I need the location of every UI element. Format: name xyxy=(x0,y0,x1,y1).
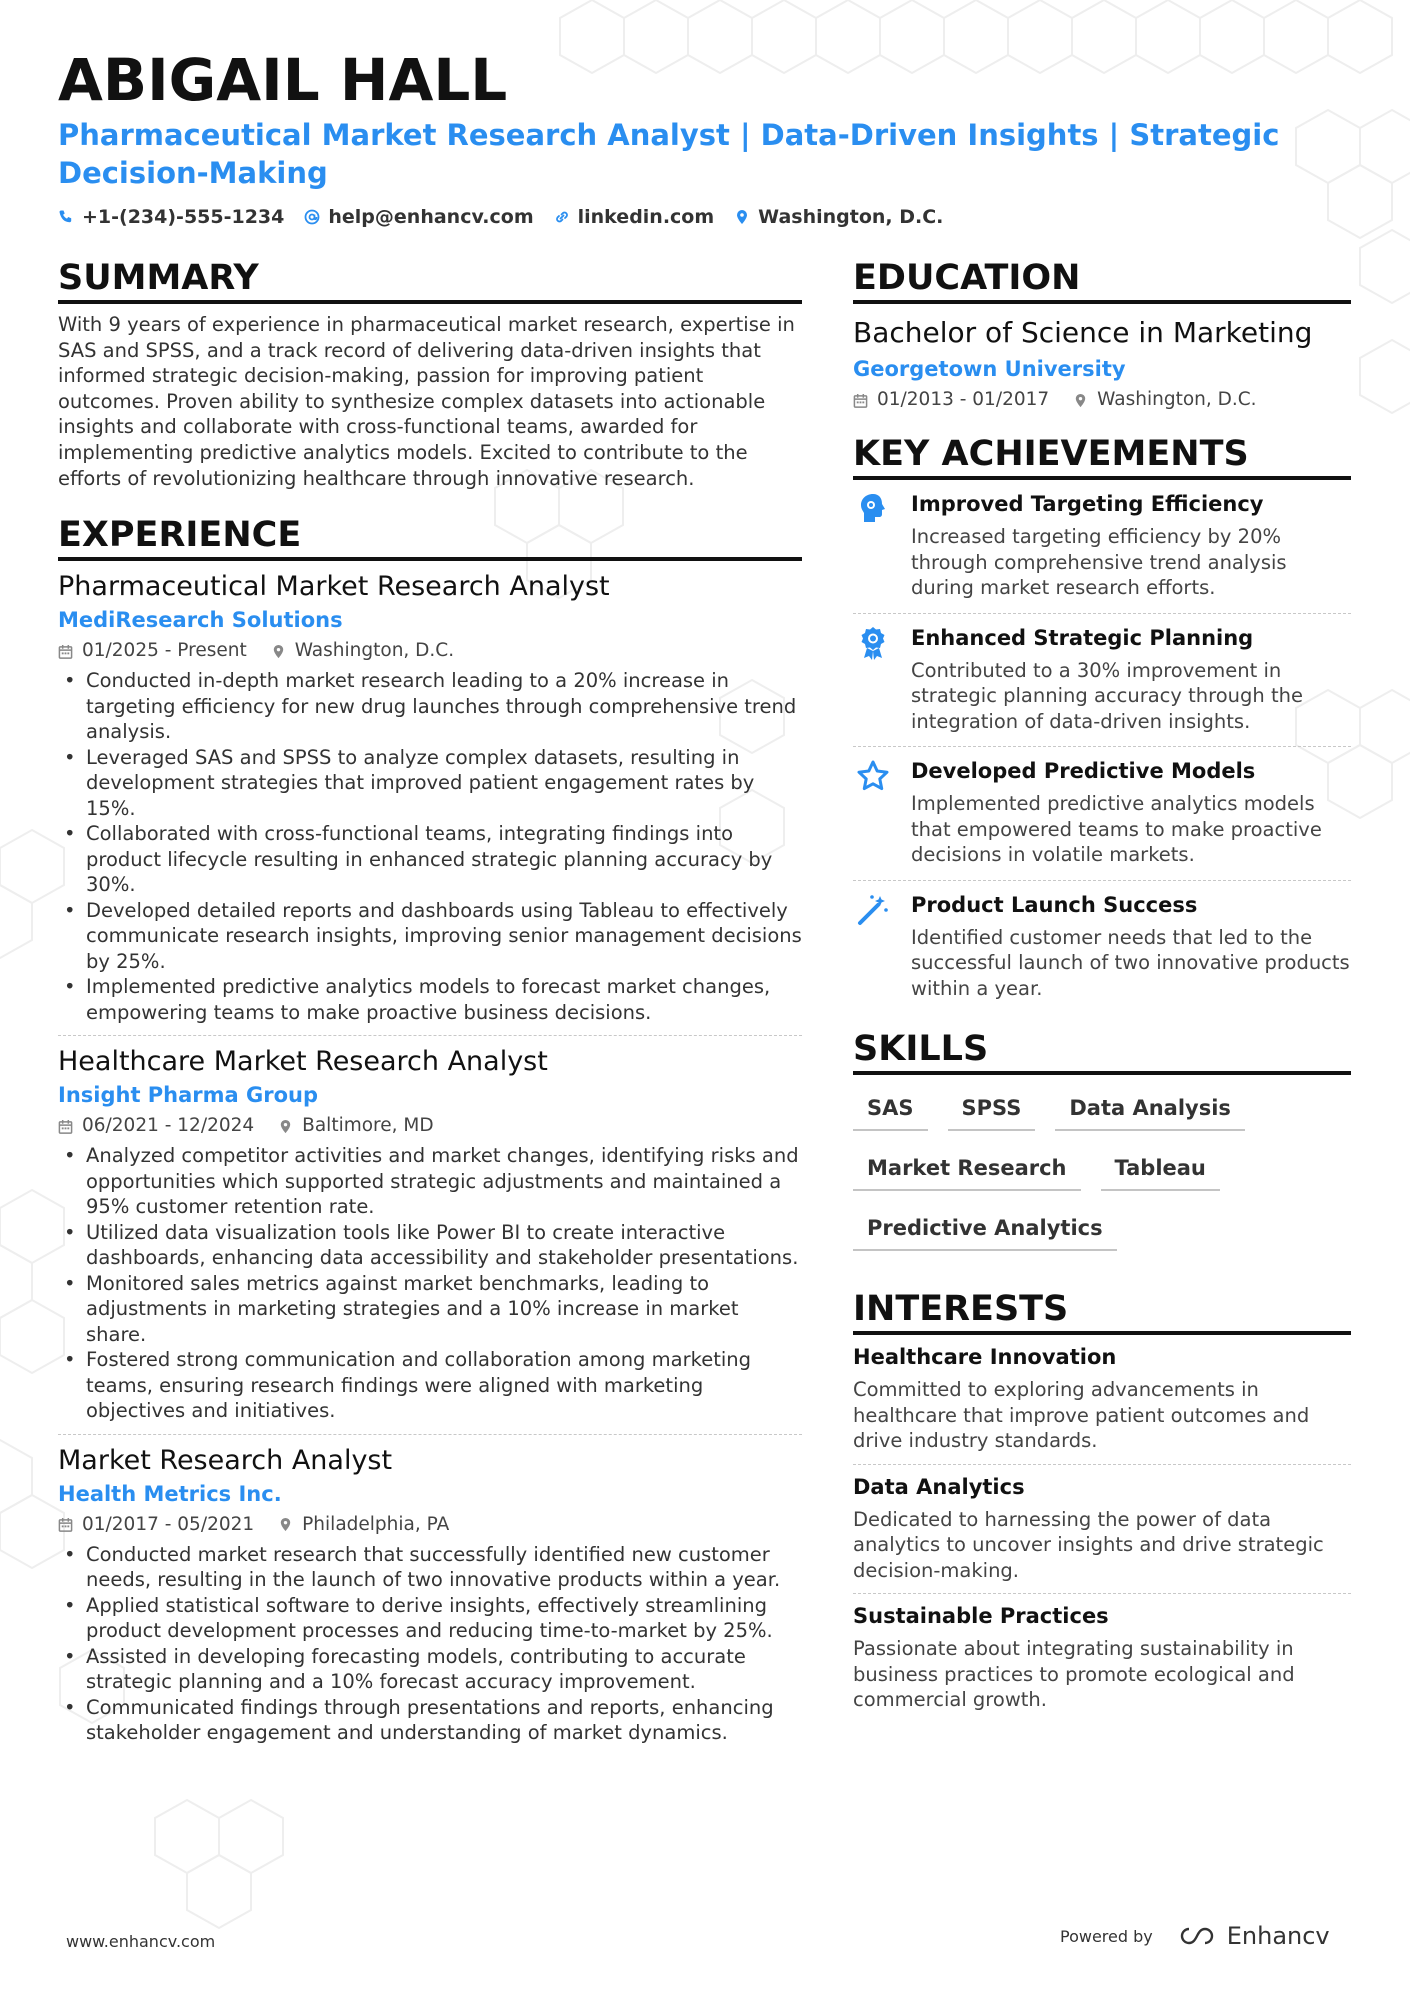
left-column xyxy=(58,256,802,1746)
interest-title: Healthcare Innovation xyxy=(853,1345,1117,1369)
achievement-item xyxy=(853,613,1351,747)
contact-bar xyxy=(58,206,943,228)
job-location xyxy=(278,1511,449,1539)
job-bullets xyxy=(58,1542,802,1746)
right-column xyxy=(853,256,1351,1723)
magic-wand-icon xyxy=(856,893,890,927)
education-dates xyxy=(853,386,1049,414)
experience-section xyxy=(58,513,802,1746)
achievement-title: Improved Targeting Efficiency xyxy=(911,492,1264,516)
calendar-icon xyxy=(58,644,73,659)
interests-section xyxy=(853,1287,1351,1723)
achievement-body xyxy=(911,757,1351,868)
company-name: Health Metrics Inc. xyxy=(58,1481,282,1506)
achievement-icon xyxy=(853,891,893,1002)
degree: Bachelor of Science in Marketing xyxy=(853,316,1313,349)
location-pin-icon xyxy=(278,1517,293,1532)
job-location-text: Philadelphia, PA xyxy=(302,1513,450,1535)
enhancv-logo-icon xyxy=(1175,1925,1219,1947)
job-entry xyxy=(58,561,802,1025)
achievement-body xyxy=(911,624,1351,735)
job-dates-text: 01/2017 - 05/2021 xyxy=(82,1513,255,1535)
job-location xyxy=(271,637,454,665)
bullet-item: • Conducted market research that successfully identified new customer needs, resulting in the launch of two innovative products within a year. xyxy=(58,1542,802,1593)
contact-email[interactable] xyxy=(304,206,533,228)
bullet-item: • Communicated findings through presentations and reports, enhancing stakeholder engagement and understanding of market dynamics. xyxy=(58,1695,802,1746)
achievement-title: Product Launch Success xyxy=(911,892,1198,917)
head-icon xyxy=(856,492,890,526)
bullet-item: • Developed detailed reports and dashboards using Tableau to effectively communicate research insights, improving senior management decisions by 25%. xyxy=(58,898,802,975)
skills-list xyxy=(853,1089,1351,1269)
calendar-icon xyxy=(58,1517,73,1532)
bullet-item: • Collaborated with cross-functional teams, integrating findings into product lifecycle resulting in enhanced strategic planning accuracy by 30%. xyxy=(58,821,802,898)
skill-tag: Predictive Analytics xyxy=(853,1209,1117,1251)
job-entry xyxy=(58,1035,802,1424)
job-meta xyxy=(58,1511,802,1539)
summary-title: SUMMARY xyxy=(58,256,802,304)
achievement-desc: Increased targeting efficiency by 20% through comprehensive trend analysis during market research efforts. xyxy=(911,525,1287,599)
star-icon xyxy=(856,759,890,793)
education-meta xyxy=(853,386,1351,414)
powered-by-label: Powered by xyxy=(1060,1926,1153,1946)
skills-section xyxy=(853,1027,1351,1269)
achievement-item xyxy=(853,480,1351,613)
brand-logo[interactable] xyxy=(1175,1922,1330,1950)
summary-text: With 9 years of experience in pharmaceutical market research, expertise in SAS and SPSS, and a track record of delivering data-driven insights that informed strategic decision-making, passion for improving patient outcomes. Proven ability to synthesize complex datasets into actionable insights and collaborate with cross-functional teams, awarded for implementing predictive analytics models. Excited to contribute to the efforts of revolutionizing healthcare through innovative research. xyxy=(58,313,795,490)
award-ribbon-icon xyxy=(856,626,890,660)
contact-linkedin[interactable] xyxy=(554,206,715,228)
interest-item xyxy=(853,1464,1351,1594)
achievements-title: KEY ACHIEVEMENTS xyxy=(853,432,1351,480)
job-dates xyxy=(58,1112,254,1140)
location-pin-icon xyxy=(734,209,750,225)
job-title: Market Research Analyst xyxy=(58,1444,393,1476)
school-name: Georgetown University xyxy=(853,357,1126,381)
bullet-item: • Conducted in-depth market research leading to a 20% increase in targeting efficiency for new drug launches through comprehensive trend analysis. xyxy=(58,668,802,745)
calendar-icon xyxy=(58,1119,73,1134)
achievement-desc: Identified customer needs that led to the successful launch of two innovative products within a year. xyxy=(911,925,1350,1000)
bullet-item: • Monitored sales metrics against market benchmarks, leading to adjustments in marketing strategies and a 10% increase in market share. xyxy=(58,1271,802,1348)
education-title: EDUCATION xyxy=(853,256,1351,304)
skill-tag: Market Research xyxy=(853,1149,1081,1191)
phone-icon xyxy=(58,209,74,225)
job-bullets xyxy=(58,668,802,1025)
company-name: MediResearch Solutions xyxy=(58,608,343,633)
phone-text: +1-(234)-555-1234 xyxy=(82,206,285,228)
skill-tag: Data Analysis xyxy=(1055,1089,1245,1131)
bullet-item: • Fostered strong communication and collaboration among marketing teams, ensuring research findings were aligned with marketing objectives and initiatives. xyxy=(58,1347,802,1424)
achievement-title: Developed Predictive Models xyxy=(911,759,1256,783)
link-icon xyxy=(554,209,570,225)
interest-item xyxy=(853,1593,1351,1723)
interest-title: Sustainable Practices xyxy=(853,1604,1109,1628)
achievement-desc: Contributed to a 30% improvement in strategic planning accuracy through the integration of data-driven insights. xyxy=(911,658,1303,733)
bullet-item: • Applied statistical software to derive insights, effectively streamlining product development processes and reducing time-to-market by 25%. xyxy=(58,1593,802,1644)
bullet-item: • Utilized data visualization tools like Power BI to create interactive dashboards, enhancing data accessibility and stakeholder presentations. xyxy=(58,1220,802,1271)
footer-website[interactable]: www.enhancv.com xyxy=(66,1932,216,1951)
at-sign-icon xyxy=(304,209,320,225)
location-pin-icon xyxy=(278,1119,293,1134)
achievement-icon xyxy=(853,624,893,735)
education-location xyxy=(1073,386,1256,414)
education-section xyxy=(853,256,1351,414)
location-pin-icon xyxy=(1073,393,1088,408)
summary-section xyxy=(58,256,802,491)
achievement-body xyxy=(911,891,1351,1002)
bullet-item: • Analyzed competitor activities and market changes, identifying risks and opportunities which supported strategic adjustments and maintained a 95% customer retention rate. xyxy=(58,1143,802,1220)
education-dates-text: 01/2013 - 01/2017 xyxy=(877,389,1050,410)
job-location-text: Washington, D.C. xyxy=(294,640,455,662)
skill-tag: SPSS xyxy=(948,1089,1036,1131)
skill-tag: SAS xyxy=(853,1089,928,1131)
job-location-text: Baltimore, MD xyxy=(302,1115,434,1137)
achievement-title: Enhanced Strategic Planning xyxy=(911,625,1254,650)
skills-title: SKILLS xyxy=(853,1027,1351,1075)
interest-desc: Passionate about integrating sustainability in business practices to promote ecological and commercial growth. xyxy=(853,1637,1295,1711)
job-meta xyxy=(58,637,802,665)
brand-name: Enhancv xyxy=(1226,1922,1330,1950)
achievements-section xyxy=(853,432,1351,1013)
achievement-item xyxy=(853,746,1351,880)
headline: Pharmaceutical Market Research Analyst | Data-Driven Insights | Strategic Decision-Making xyxy=(58,118,1280,190)
job-dates-text: 06/2021 - 12/2024 xyxy=(82,1115,255,1137)
achievement-icon xyxy=(853,490,893,601)
job-dates xyxy=(58,637,247,665)
interest-desc: Dedicated to harnessing the power of data analytics to uncover insights and drive strategic decision-making. xyxy=(853,1507,1324,1582)
interests-title: INTERESTS xyxy=(853,1287,1351,1335)
footer-branding xyxy=(1060,1922,1330,1950)
bullet-item: • Implemented predictive analytics models to forecast market changes, empowering teams to make proactive business decisions. xyxy=(58,974,802,1025)
bullet-item: • Assisted in developing forecasting models, contributing to accurate strategic planning and a 10% forecast accuracy improvement. xyxy=(58,1644,802,1695)
achievement-icon xyxy=(853,757,893,868)
job-entry xyxy=(58,1434,802,1746)
experience-title: EXPERIENCE xyxy=(58,513,802,561)
job-title: Healthcare Market Research Analyst xyxy=(58,1046,548,1078)
interest-item xyxy=(853,1335,1351,1464)
achievement-desc: Implemented predictive analytics models that empowered teams to make proactive decisions in volatile markets. xyxy=(911,792,1322,866)
contact-phone[interactable] xyxy=(58,206,284,228)
achievement-body xyxy=(911,490,1351,601)
job-meta xyxy=(58,1112,802,1140)
location-pin-icon xyxy=(271,644,286,659)
calendar-icon xyxy=(853,393,868,408)
job-location xyxy=(278,1112,433,1140)
company-name: Insight Pharma Group xyxy=(58,1083,319,1108)
job-dates-text: 01/2025 - Present xyxy=(82,640,247,662)
interest-desc: Committed to exploring advancements in healthcare that improve patient outcomes and drive industry standards. xyxy=(853,1378,1310,1452)
email-text: help@enhancv.com xyxy=(328,206,534,228)
job-dates xyxy=(58,1511,254,1539)
education-location-text: Washington, D.C. xyxy=(1097,389,1257,410)
achievement-item xyxy=(853,880,1351,1014)
linkedin-text: linkedin.com xyxy=(577,206,715,228)
skill-tag: Tableau xyxy=(1101,1149,1220,1191)
job-title: Pharmaceutical Market Research Analyst xyxy=(58,571,610,603)
candidate-name: ABIGAIL HALL xyxy=(58,46,508,114)
job-bullets xyxy=(58,1143,802,1424)
contact-location xyxy=(734,206,943,228)
bullet-item: • Leveraged SAS and SPSS to analyze complex datasets, resulting in development strategies that improved patient engagement rates by 15%. xyxy=(58,745,802,822)
interest-title: Data Analytics xyxy=(853,1474,1025,1499)
location-text: Washington, D.C. xyxy=(758,206,944,228)
